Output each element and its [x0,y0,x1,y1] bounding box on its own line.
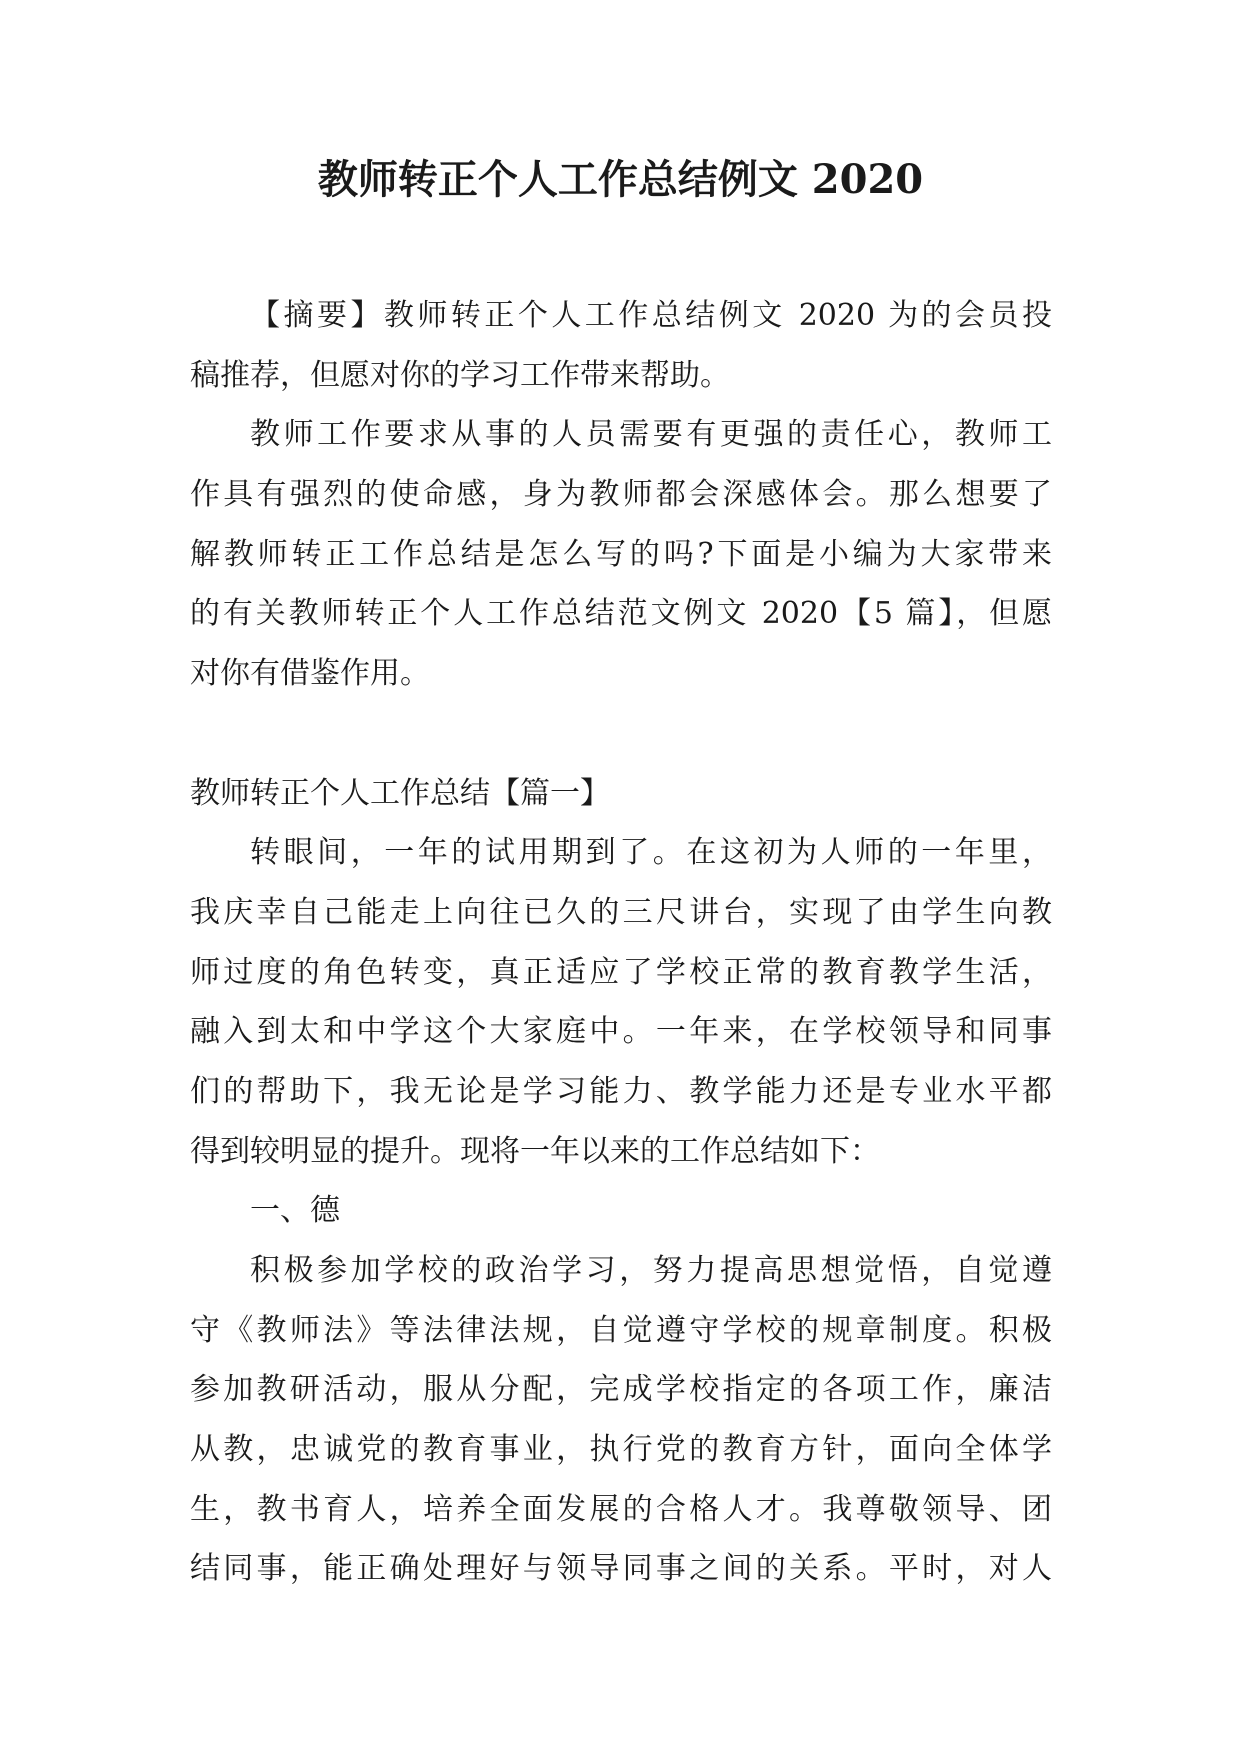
paragraph-line: 融入到太和中学这个大家庭中。一年来，在学校领导和同事 [190,1014,1052,1050]
paragraph-line: 参加教研活动，服从分配，完成学校指定的各项工作，廉洁 [190,1372,1052,1408]
document-body [190,286,1052,1599]
intro-line: 解教师转正工作总结是怎么写的吗?下面是小编为大家带来 [190,536,1052,572]
paragraph-line: 们的帮助下，我无论是学习能力、教学能力还是专业水平都 [190,1073,1052,1109]
section-heading: 教师转正个人工作总结【篇一】 [190,775,610,811]
paragraph-line: 从教，忠诚党的教育事业，执行党的教育方针，面向全体学 [190,1432,1052,1468]
abstract-line: 稿推荐，但愿对你的学习工作带来帮助。 [190,357,730,393]
blank-line [190,704,1052,764]
intro-line: 的有关教师转正个人工作总结范文例文 2020【5 篇】，但愿 [190,596,1052,632]
document-title: 教师转正个人工作总结例文 2020 [317,156,924,203]
paragraph-line: 积极参加学校的政治学习，努力提高思想觉悟，自觉遵 [250,1253,1052,1288]
intro-line: 教师工作要求从事的人员需要有更强的责任心，教师工 [250,417,1052,453]
paragraph-line: 我庆幸自己能走上向往已久的三尺讲台，实现了由学生向教 [190,894,1052,930]
paragraph-line: 得到较明显的提升。现将一年以来的工作总结如下： [190,1133,880,1169]
paragraph-line: 守《教师法》等法律法规，自觉遵守学校的规章制度。积极 [190,1312,1052,1348]
paragraph-line: 转眼间，一年的试用期到了。在这初为人师的一年里， [250,835,1052,871]
intro-line: 作具有强烈的使命感，身为教师都会深感体会。那么想要了 [190,477,1052,513]
abstract-line: 【摘要】教师转正个人工作总结例文 2020 为的会员投 [250,298,1052,333]
paragraph-line: 结同事，能正确处理好与领导同事之间的关系。平时，对人 [190,1551,1052,1587]
subheading: 一、德 [250,1193,340,1229]
intro-line: 对你有借鉴作用。 [190,656,430,692]
paragraph-line: 师过度的角色转变，真正适应了学校正常的教育教学生活， [190,954,1052,990]
paragraph-line: 生，教书育人，培养全面发展的合格人才。我尊敬领导、团 [190,1491,1052,1527]
